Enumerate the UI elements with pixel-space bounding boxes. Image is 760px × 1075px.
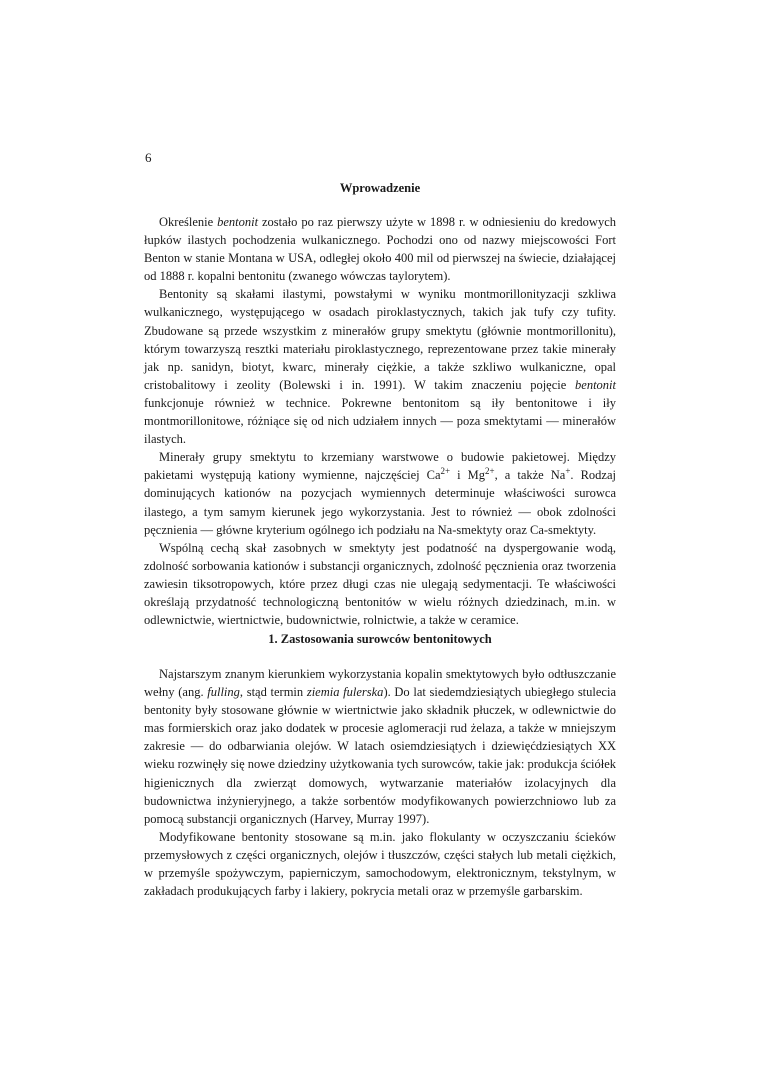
superscript: 2+	[485, 466, 495, 477]
text-run: ). Do lat siedemdziesiątych ubiegłego stulecia bentonity były stosowane głównie w wiertnictwie jako składnik płuczek, w odlewnictwie do mas formierskich oraz jako dodatek w procesie aglomeracji rud żelaza, a także w mniejszym zakresie — do odbarwiania olejów. W latach osiemdziesiątych i dziewięćdziesiątych XX wieku rozwinęły się nowe dziedziny użytkowania tych surowców, takie jak: produkcja ściółek higienicznych dla zwierząt domowych, wytwarzanie materiałów izolacyjnych dla budownictwa inżynieryjnego, a także sorbentów modyfikowanych powierzchniowo lub za pomocą substancji organicznych (Harvey, Murray 1997).	[144, 685, 616, 826]
emphasized-term: bentonit	[575, 377, 616, 392]
superscript: 2+	[440, 466, 451, 477]
text-run: Określenie	[159, 215, 218, 229]
superscript: +	[565, 466, 571, 477]
text-run: Najstarszym znanym kierunkiem wykorzystania kopalin smektytowych było odtłuszczanie wełny (ang.	[144, 667, 616, 700]
page-number: 6	[145, 150, 152, 165]
text-run: Bentonity są skałami ilastymi, powstałymi w wyniku montmorillonityzacji szkliwa wulkanicznego, występującego w osadach piroklastycznych, takich jak tufy czy tufity. Zbudowane są przede wszystkim z minerałów grupy smektytu (głównie montmorillonitu), którym towarzyszą resztki materiału piroklastycznego, reprezentowane przez takie minerały jak np. sanidyn, biotyt, kwarc, minerały ciężkie, a także szkliwo wulkaniczne, opal cristobalitowy i zeolity (Bolewski i in. 1991). W takim znaczeniu pojęcie	[144, 287, 616, 392]
emphasized-term: ziemia fulerska	[306, 685, 384, 700]
emphasized-term: fulling	[207, 685, 240, 700]
intro-heading: Wprowadzenie	[339, 181, 421, 195]
emphasized-term: bentonit	[217, 215, 259, 229]
text-run: funkcjonuje również w technice. Pokrewne bentonitom są iły bentonitowe i iły montmorillonitowe, różniące się od nich udziałem innych — poza smektytami — minerałów ilastych.	[144, 395, 616, 447]
text-run: zostało po raz pierwszy użyte w 1898 r. w odniesieniu do kredowych łupków ilastych pochodzenia wulkanicznego. Pochodzi ono od nazwy miejscowości Fort Benton w stanie Montana w USA, odległej około 400 mil od pierwszej na świecie, działającej od 1888 r. kopalni bentonitu (zwanego wówczas taylorytem).	[144, 215, 616, 284]
paragraph	[144, 213, 616, 285]
paragraph	[144, 539, 616, 629]
paragraph	[144, 665, 616, 828]
paragraph	[144, 285, 616, 448]
section-body	[144, 665, 616, 900]
paragraph	[144, 828, 616, 900]
intro-body	[144, 213, 616, 629]
text-run: Wspólną cechą skał zasobnych w smektyty jest podatność na dyspergowanie wodą, zdolność sorbowania kationów i substancji organicznych, zdolność pęcznienia oraz tworzenia zawiesin tiksotropowych, które przez długi czas nie ulegają sedymentacji. Te właściwości określają przydatność technologiczną bentonitów w wielu różnych dziedzinach, m.in. w odlewnictwie, wiertnictwie, budownictwie, rolnictwie, a także w ceramice.	[144, 540, 616, 628]
text-run: , a także Na	[494, 468, 566, 483]
text-run: Minerały grupy smektytu to krzemiany warstwowe o budowie pakietowej. Między pakietami występują kationy wymienne, najczęściej Ca	[144, 450, 616, 483]
text-run: , stąd termin	[239, 685, 307, 700]
section-heading: 1. Zastosowania surowców bentonitowych	[268, 632, 492, 646]
text-run: . Rodzaj dominujących kationów na pozycjach wymiennych determinuje właściwości surowca ilastego, a tym samym kierunek jego wykorzystania. Jest to również — obok zdolności pęcznienia — główne kryterium ogólnego ich podziału na Na-smektyty oraz Ca-smektyty.	[144, 468, 616, 537]
text-run: Modyfikowane bentonity stosowane są m.in. jako flokulanty w oczyszczaniu ścieków przemysłowych z części organicznych, olejów i tłuszczów, części stałych lub metali ciężkich, w przemyśle spożywczym, papierniczym, samochodowym, elektronicznym, tekstylnym, w zakładach produkujących farby i lakiery, pokrycia metali oraz w przemyśle garbarskim.	[144, 829, 616, 899]
paragraph	[144, 448, 616, 538]
text-run: i Mg	[450, 468, 486, 483]
